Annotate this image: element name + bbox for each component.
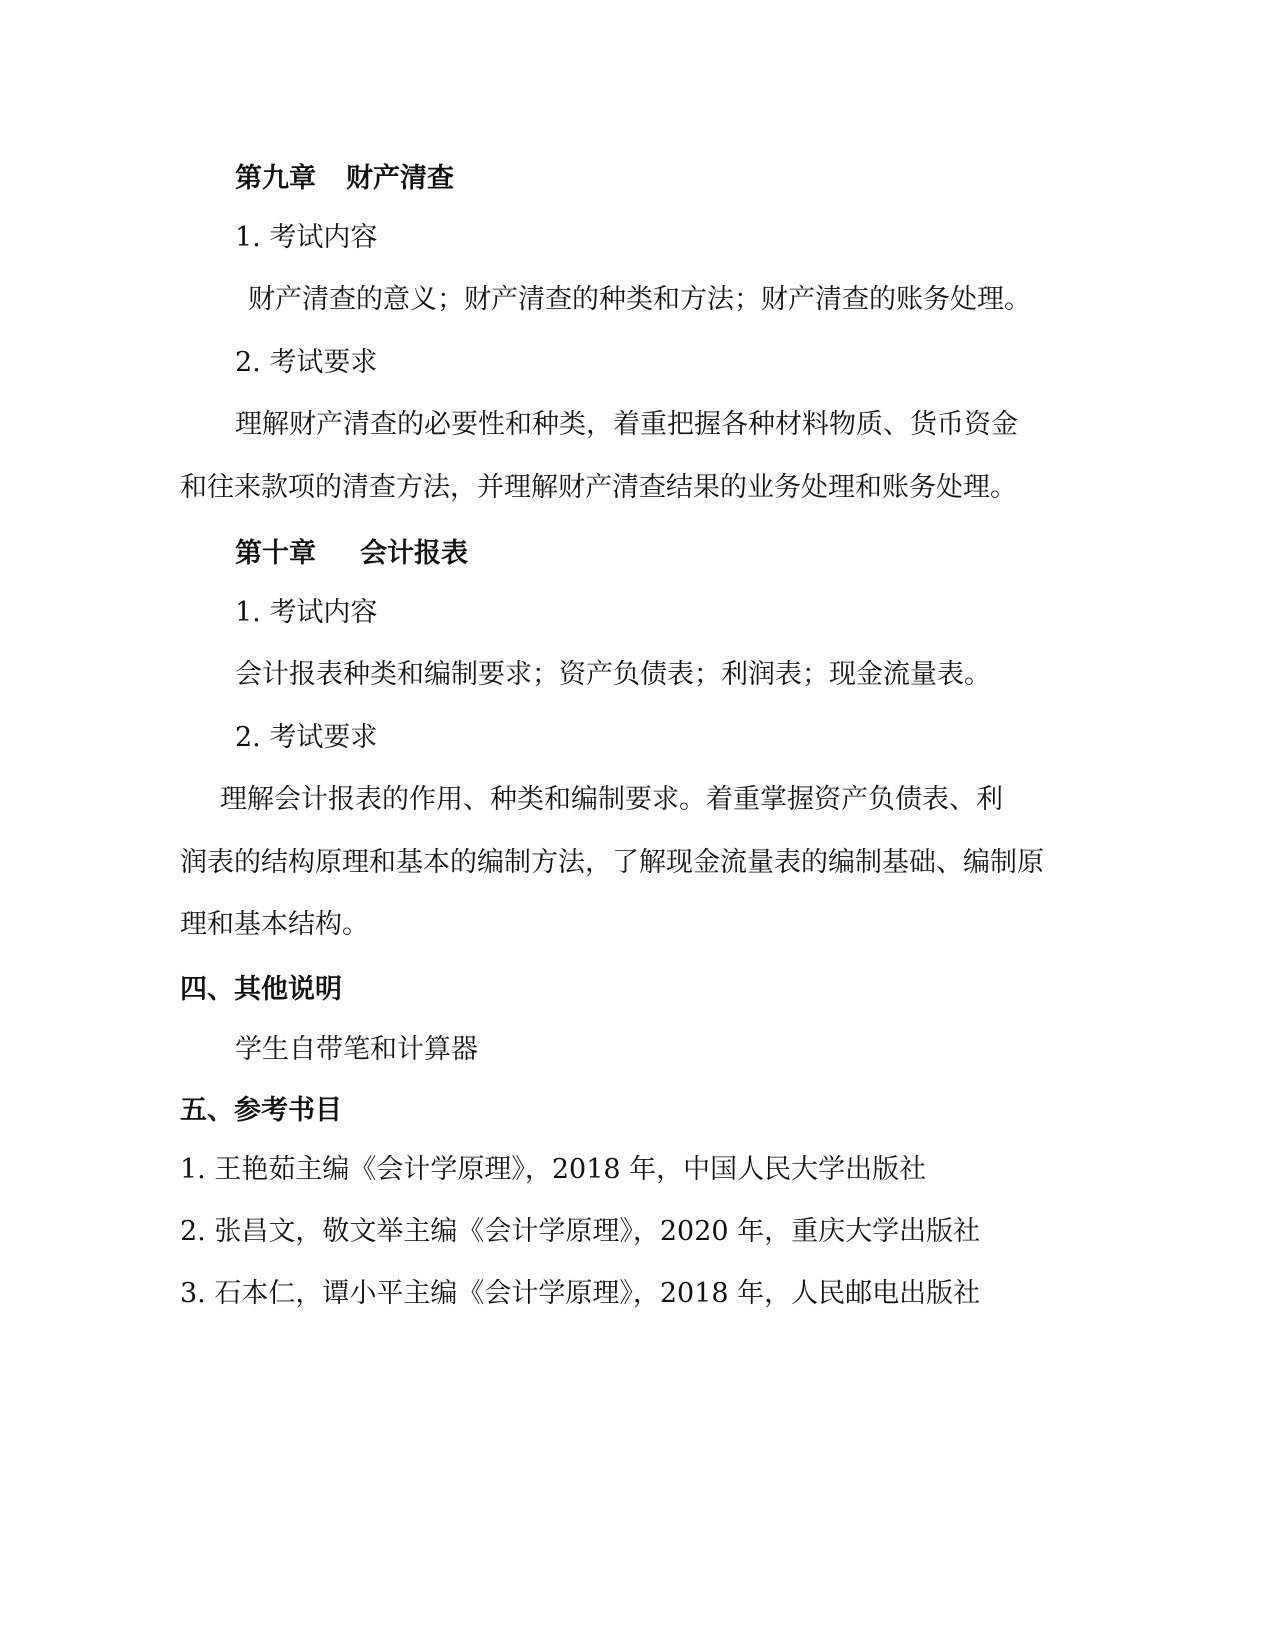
chapter9-heading [235,162,454,196]
chapter10-number: 第十章 [235,538,316,569]
chapter9-requirements-line2: 和往来款项的清查方法，并理解财产清查结果的业务处理和账务处理。 [180,472,1017,503]
chapter9-requirements-heading: 2. 考试要求 [235,347,378,378]
chapter10-heading [235,537,468,571]
reference-book-2: 2. 张昌文，敬文举主编《会计学原理》，2020 年，重庆大学出版社 [180,1216,981,1247]
chapter10-requirements-line1: 理解会计报表的作用、种类和编制要求。着重掌握资产负债表、利 [220,784,1003,815]
section5-heading: 五、参考书目 [180,1095,342,1126]
chapter10-content-text: 会计报表种类和编制要求；资产负债表；利润表；现金流量表。 [235,659,991,690]
chapter10-content-heading: 1. 考试内容 [235,597,378,628]
section4-text: 学生自带笔和计算器 [235,1034,478,1065]
chapter10-requirements-line3: 理和基本结构。 [180,909,369,940]
chapter10-requirements-heading: 2. 考试要求 [235,722,378,753]
chapter9-title: 财产清查 [346,163,454,194]
chapter9-content-text: 财产清查的意义；财产清查的种类和方法；财产清查的账务处理。 [248,284,1031,315]
reference-book-3: 3. 石本仁，谭小平主编《会计学原理》，2018 年，人民邮电出版社 [180,1278,981,1309]
chapter10-title: 会计报表 [360,538,468,569]
chapter9-requirements-line1: 理解财产清查的必要性和种类，着重把握各种材料物质、货币资金 [235,409,1018,440]
section4-heading: 四、其他说明 [180,974,342,1005]
chapter10-requirements-line2: 润表的结构原理和基本的编制方法，了解现金流量表的编制基础、编制原 [180,847,1044,878]
reference-book-1: 1. 王艳茹主编《会计学原理》，2018 年，中国人民大学出版社 [180,1154,927,1185]
chapter9-number: 第九章 [235,163,316,194]
chapter9-content-heading: 1. 考试内容 [235,222,378,253]
